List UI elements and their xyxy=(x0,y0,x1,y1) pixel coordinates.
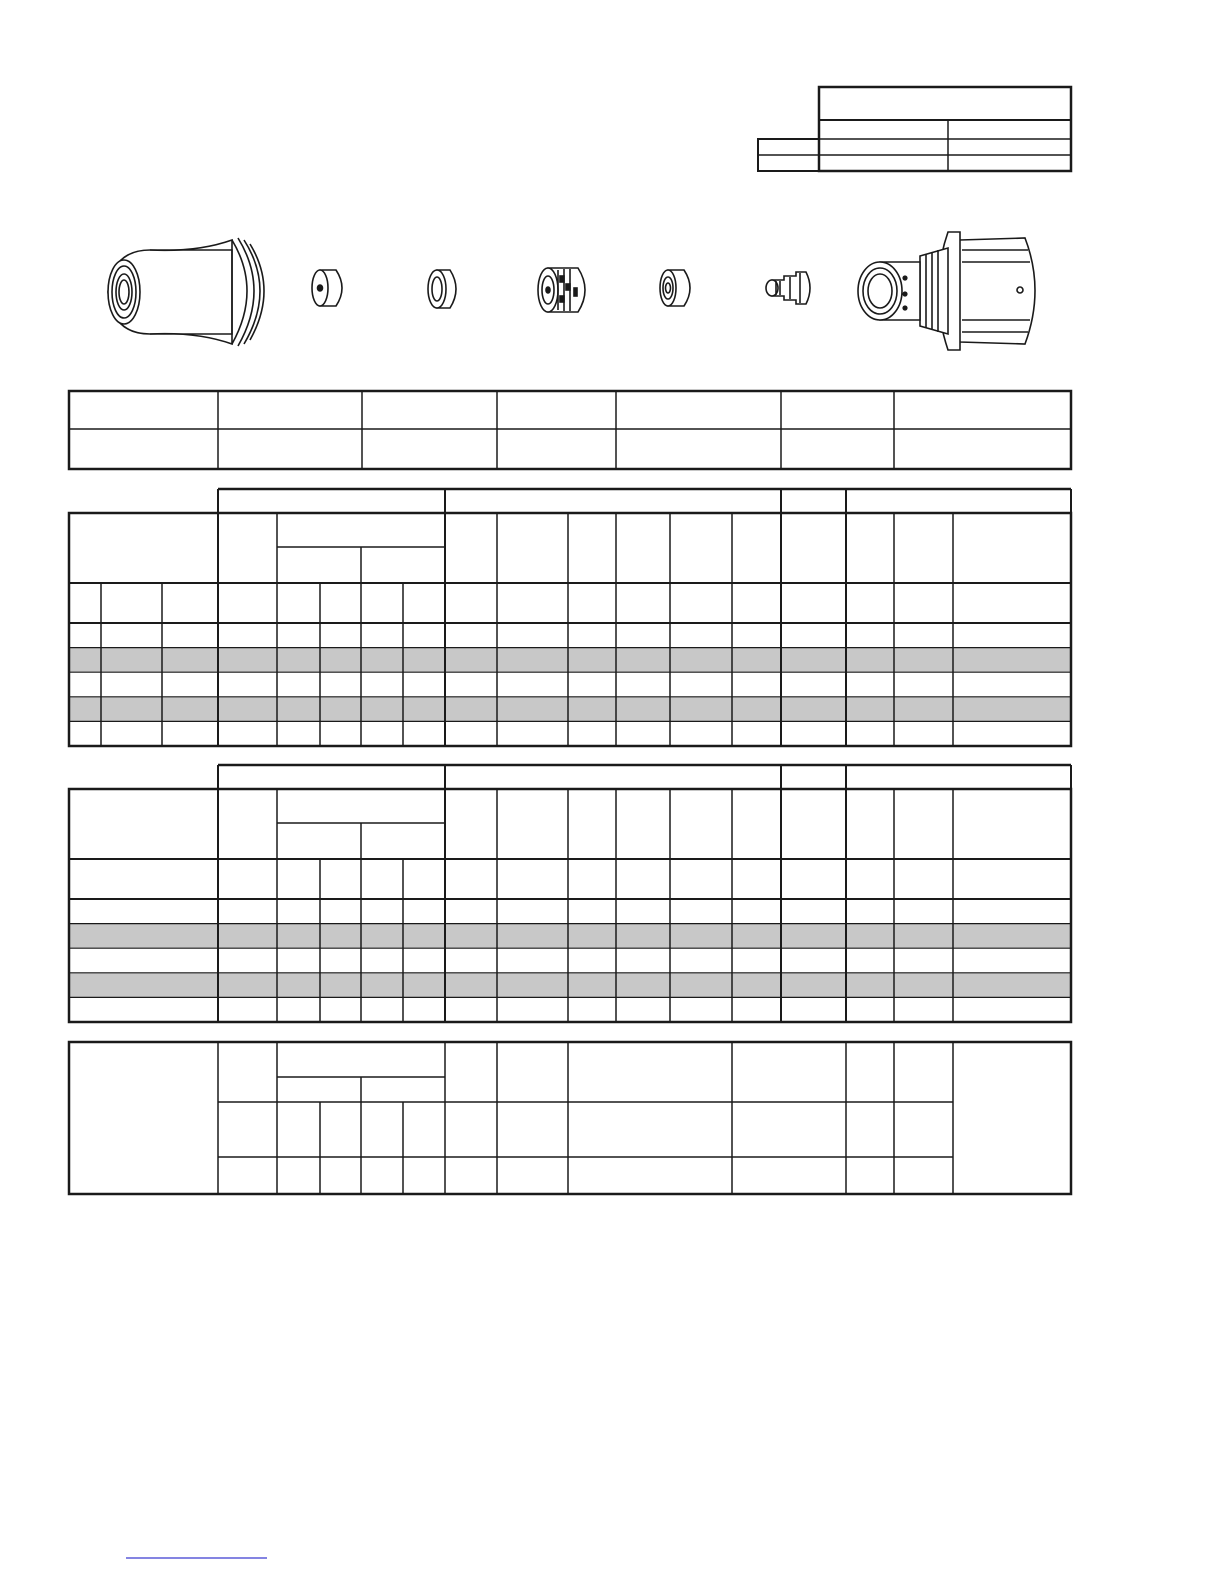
shield-drawing xyxy=(312,270,342,306)
shaded-data-row xyxy=(69,973,1071,998)
swirl-ring-drawing xyxy=(660,270,690,306)
shaded-data-row xyxy=(69,648,1071,673)
nozzle-drawing xyxy=(538,268,585,312)
shaded-data-row xyxy=(69,697,1071,722)
electrode-drawing xyxy=(766,272,810,304)
retaining-ring-drawing xyxy=(428,270,456,308)
shaded-data-row xyxy=(69,924,1071,949)
torch-body-drawing xyxy=(858,232,1035,350)
cut-chart-english xyxy=(69,765,1071,1022)
consumables-illustration xyxy=(108,232,1035,350)
legend-table xyxy=(758,87,1071,171)
cut-chart-metric xyxy=(69,489,1071,746)
bevel-settings-table xyxy=(69,1042,1071,1194)
part-numbers-table xyxy=(69,391,1071,469)
shield-cap-drawing xyxy=(108,238,264,346)
